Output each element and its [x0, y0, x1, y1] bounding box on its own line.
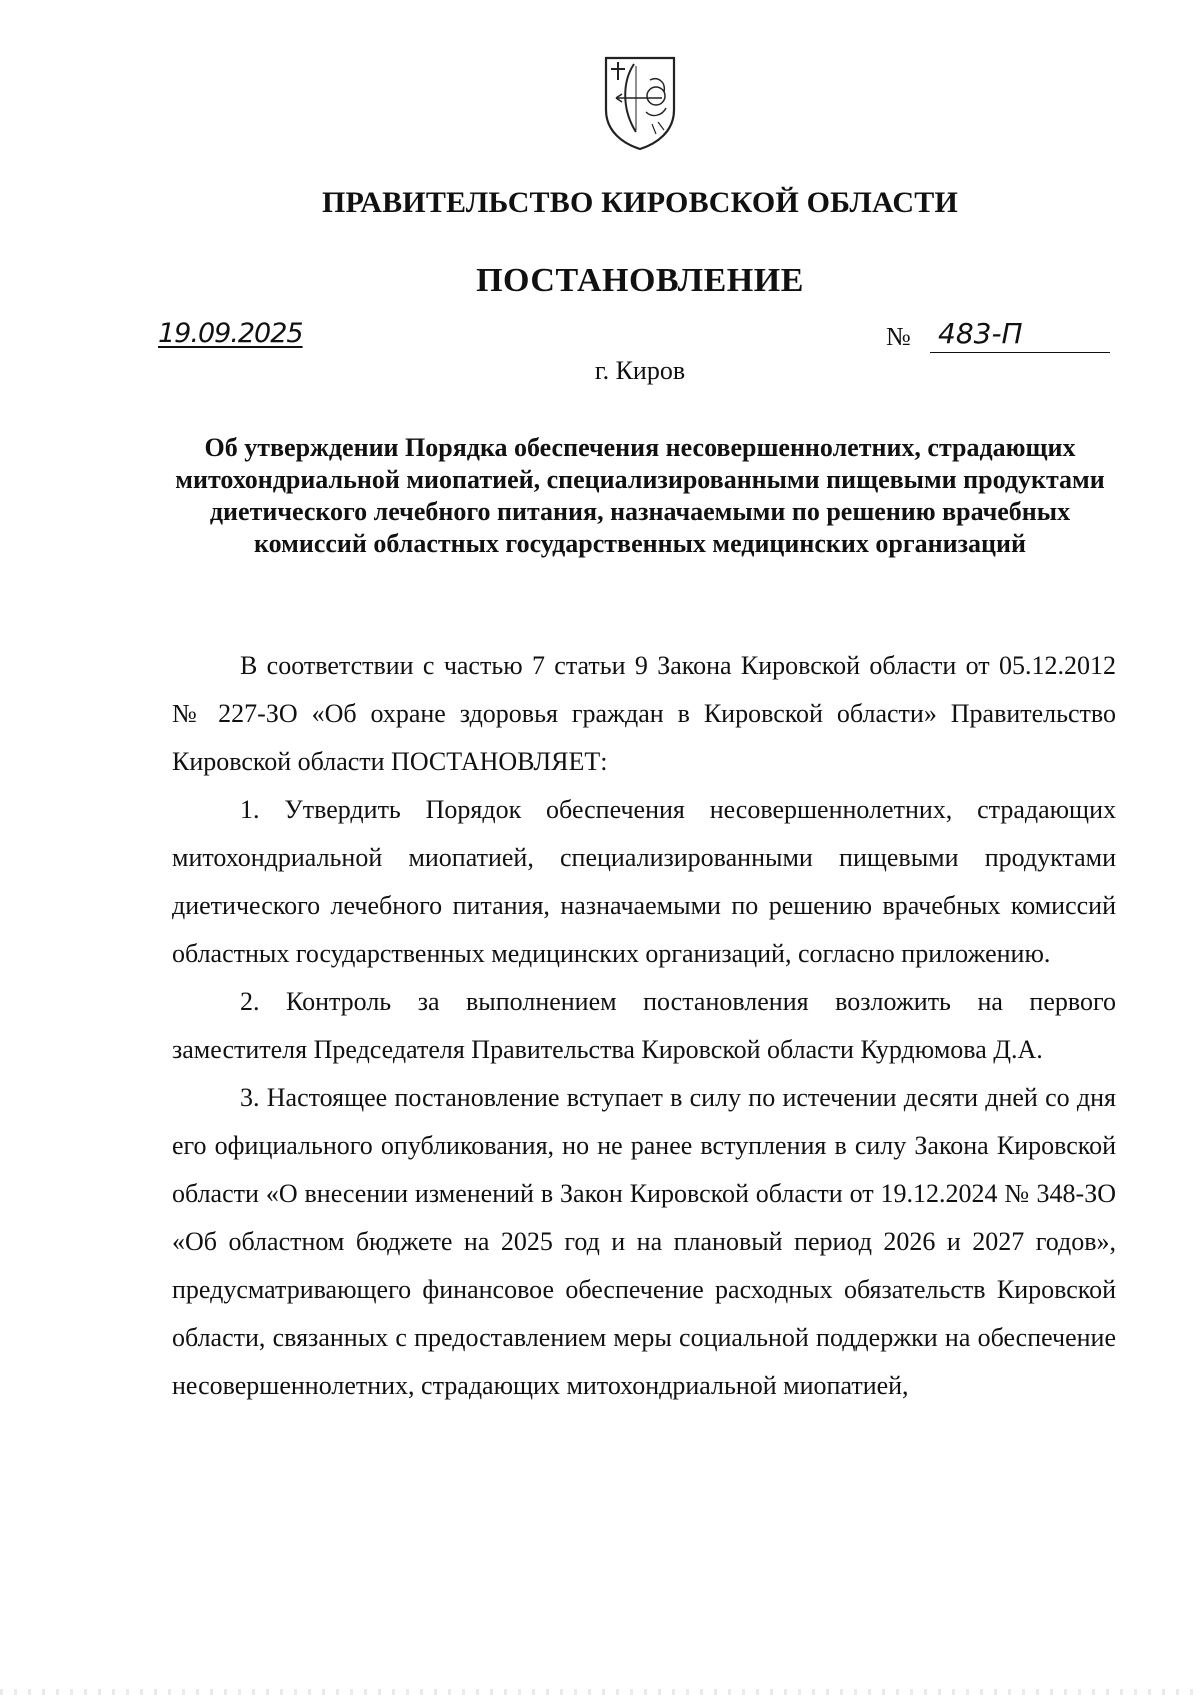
document-subject: Об утверждении Порядка обеспечения несовершеннолетних, страдающих митохондриальной миопатией, специализированными пищевыми продуктами диетического лечебного питания, назначаемыми по решению врачебных комиссий областных государственных медицинских организаций: [175, 433, 1105, 558]
item-2-paragraph: 2. Контроль за выполнением постановления возложить на первого заместителя Председателя Правительства Кировской области Курдюмова Д.А.: [172, 987, 1116, 1064]
item-3-paragraph: 3. Настоящее постановление вступает в силу по истечении десяти дней со дня его официального опубликования, но не ранее вступления в силу Закона Кировской области «О внесении изменений в Закон Кировской области от 19.12.2024 № 348-ЗО «Об областном бюджете на 2025 год и на плановый период 2026 и 2027 годов», предусматривающего финансовое обеспечение расходных обязательств Кировской области, связанных с предоставлением меры социальной поддержки на обеспечение несовершеннолетних, страдающих митохондриальной миопатией,: [172, 1083, 1116, 1400]
document-number: 483-П: [938, 317, 1023, 350]
document-type: ПОСТАНОВЛЕНИЕ: [476, 262, 804, 299]
document-body: [172, 642, 1116, 1410]
government-title: ПРАВИТЕЛЬСТВО КИРОВСКОЙ ОБЛАСТИ: [322, 186, 958, 219]
item-1-paragraph: 1. Утвердить Порядок обеспечения несовершеннолетних, страдающих митохондриальной миопатией, специализированными пищевыми продуктами диетического лечебного питания, назначаемыми по решению врачебных комиссий областных государственных медицинских организаций, согласно приложению.: [172, 795, 1116, 968]
scan-edge: [0, 1689, 1200, 1695]
document-number-block: [886, 317, 1110, 354]
number-label: №: [886, 322, 911, 351]
document-date: 19.09.2025: [158, 318, 303, 349]
number-underline: [930, 352, 1110, 353]
coat-of-arms-icon: [600, 52, 680, 152]
city: г. Киров: [594, 356, 686, 385]
preamble-paragraph: В соответствии с частью 7 статьи 9 Закона Кировской области от 05.12.2012 № 227-ЗО «Об охране здоровья граждан в Кировской области» Правительство Кировской области ПОСТАНОВЛЯЕТ:: [172, 651, 1116, 776]
